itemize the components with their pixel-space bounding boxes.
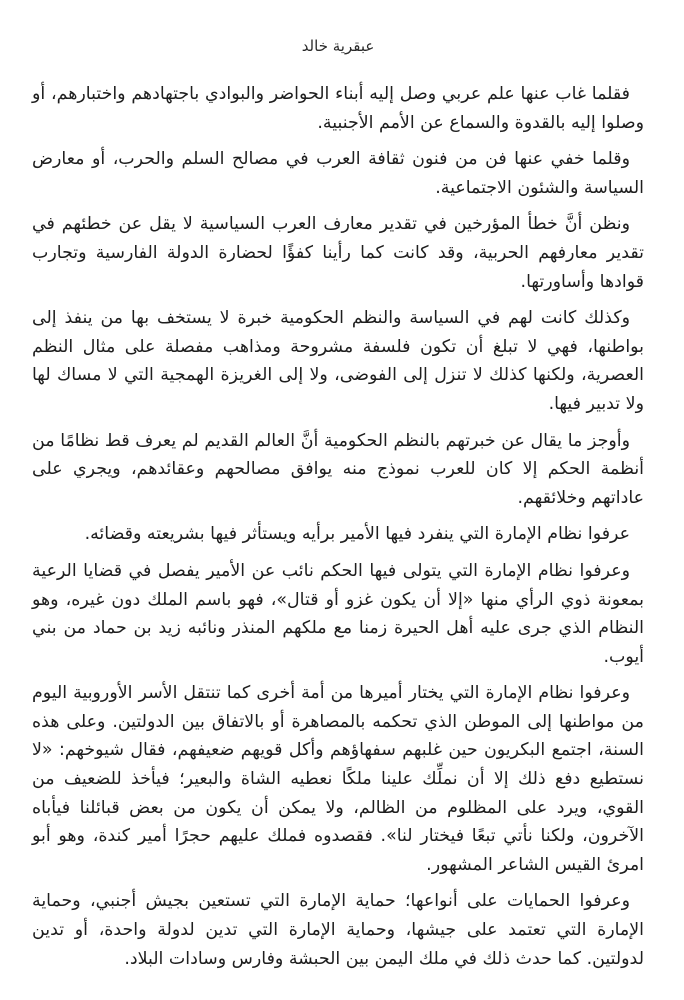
paragraph-4: وكذلك كانت لهم في السياسة والنظم الحكومية خبرة لا يستخف بها من ينفذ إلى بواطنها، فهي لا تبلغ أن تكون فلسفة مشروحة ومذاهب مفصلة على مثال النظم العصرية، ولكنها كذلك لا تنزل إلى الفوضى، ولا إلى الغريزة الهمجية التي لا مساك لها ولا تدبير فيها. xyxy=(32,308,644,414)
paragraph-1: فقلما غاب عنها علم عربي وصل إليه أبناء الحواضر والبوادي باجتهادهم واختبارهم، أو وصلوا إليه بالقدوة والسماع عن الأمم الأجنبية. xyxy=(32,84,644,133)
paragraph-3: ونظن أنَّ خطأ المؤرخين في تقدير معارف العرب السياسية لا يقل عن خطئهم في تقدير معارفهم الحربية، وقد كانت كما رأينا كفؤًا لحضارة الدولة الفارسية وتجارب قوادها وأساورتها. xyxy=(32,214,644,292)
running-header-title: عبقرية خالد xyxy=(301,37,375,55)
paragraph-2: وقلما خفي عنها فن من فنون ثقافة العرب في مصالح السلم والحرب، أو معارض السياسة والشئون الاجتماعية. xyxy=(32,149,644,198)
paragraph-9: وعرفوا الحمايات على أنواعها؛ حماية الإمارة التي تستعين بجيش أجنبي، وحماية الإمارة التي تعتمد على جيشها، وحماية الإمارة التي تدين لدولة واحدة، أو تدين لدولتين. كما حدث ذلك في ملك اليمن بين الحبشة وفارس وسادات البلاد. xyxy=(32,891,644,969)
paragraph-7: وعرفوا نظام الإمارة التي يتولى فيها الحكم نائب عن الأمير يفصل في قضايا الرعية بمعونة ذوي الرأي منها «إلا أن يكون غزو أو قتال»، فهو باسم الملك دون غيره، وهو النظام الذي جرى عليه أهل الحيرة زمنا مع ملكهم المنذر ونائبه زيد بن حماد من بني أيوب. xyxy=(32,560,644,667)
paragraph-6: عرفوا نظام الإمارة التي ينفرد فيها الأمير برأيه ويستأثر فيها بشريعته وقضائه. xyxy=(84,524,630,545)
paragraph-8: وعرفوا نظام الإمارة التي يختار أميرها من أمة أخرى كما تنتقل الأسر الأوروبية اليوم من مواطنها إلى الموطن الذي تحكمه بالمصاهرة أو بالاتفاق بين الدولتين. وعلى هذه السنة، اجتمع البكريون حين غلبهم سفهاؤهم وأكل قويهم ضعيفهم، فقال شيوخهم: «لا نستطيع دفع ذلك إلا أن نملِّك علينا ملكًا نعطيه الشاة والبعير؛ فيأخذ للضعيف من القوي، ويرد على المظلوم من الظالم، ولا يمكن أن يكون من بعض قبائلنا فيأباه الآخرون، ولكنا نأتي تبعًا فيختار لنا». فقصدوه فملك عليهم حجرًا أمير كندة، وهو أبو امرئ القيس الشاعر المشهور. xyxy=(32,683,644,875)
paragraph-5: وأوجز ما يقال عن خبرتهم بالنظم الحكومية أنَّ العالم القديم لم يعرف قط نظامًا من أنظمة الحكم إلا كان للعرب نموذج منه يوافق مصالحهم وعقائدهم، ويجري على عاداتهم وخلائقهم. xyxy=(32,430,644,508)
